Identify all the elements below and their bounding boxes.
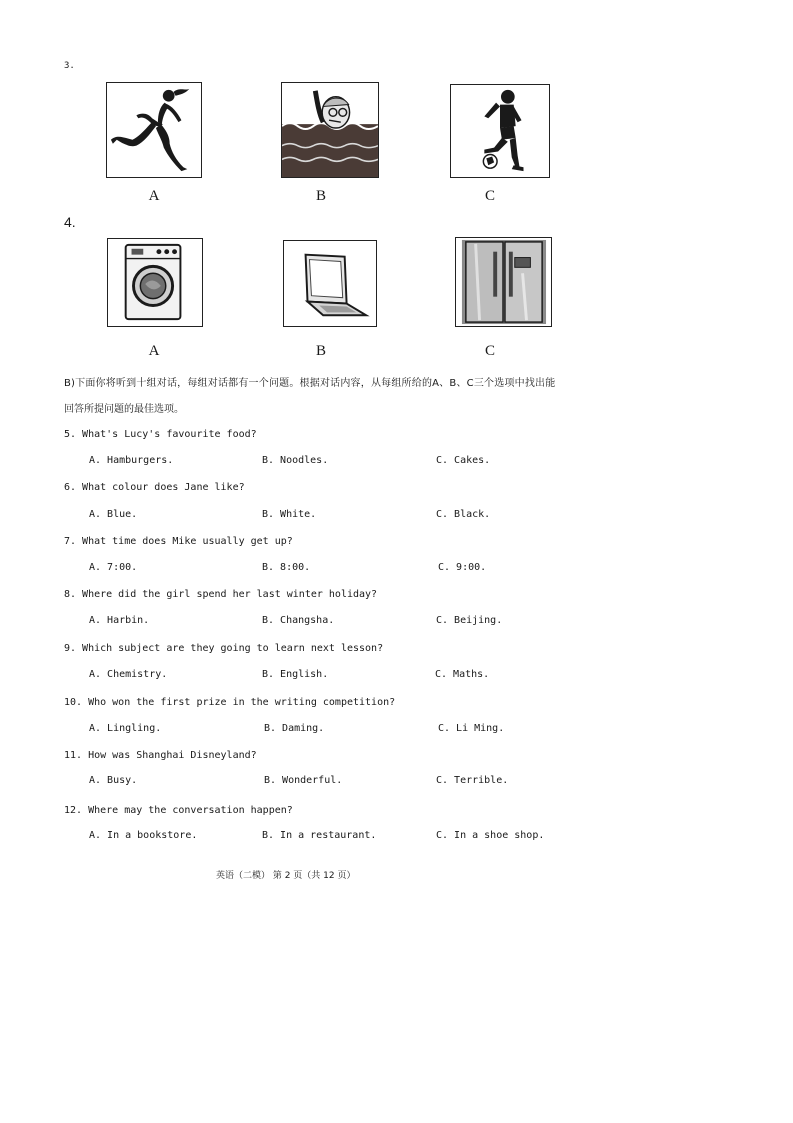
- option-10b: B. Daming.: [264, 723, 325, 734]
- option-3c-label: C: [484, 188, 495, 204]
- swimmer-icon: [281, 82, 379, 178]
- option-10a: A. Lingling.: [89, 723, 162, 734]
- option-8b: B. Changsha.: [262, 615, 335, 626]
- question-7: 7. What time does Mike usually get up?: [64, 536, 293, 547]
- question-8: 8. Where did the girl spend her last winter holiday?: [64, 589, 378, 600]
- option-6c: C. Black.: [436, 509, 491, 520]
- question-5: 5. What's Lucy's favourite food?: [64, 429, 257, 440]
- option-9c: C. Maths.: [435, 669, 490, 680]
- option-3a-label: A: [148, 188, 160, 204]
- option-12c: C. In a shoe shop.: [436, 830, 545, 841]
- option-4c-label: C: [484, 343, 495, 359]
- question-12: 12. Where may the conversation happen?: [64, 805, 293, 816]
- question-10: 10. Who won the first prize in the writing competition?: [64, 697, 396, 708]
- question-4-number: 4.: [64, 214, 76, 230]
- question-3-number: 3.: [64, 61, 75, 71]
- option-3b-label: B: [315, 188, 326, 204]
- option-7c: C. 9:00.: [438, 562, 487, 573]
- option-5c: C. Cakes.: [436, 455, 491, 466]
- option-11b: B. Wonderful.: [264, 775, 343, 786]
- option-10c: C. Li Ming.: [438, 723, 505, 734]
- football-player-icon: [450, 84, 550, 178]
- option-9a: A. Chemistry.: [89, 669, 168, 680]
- question-9: 9. Which subject are they going to learn next lesson?: [64, 643, 384, 654]
- option-6b: B. White.: [262, 509, 317, 520]
- option-11c: C. Terrible.: [436, 775, 509, 786]
- page-footer: 英语（二模） 第 2 页（共 12 页）: [216, 871, 356, 881]
- option-7a: A. 7:00.: [89, 562, 138, 573]
- question-11: 11. How was Shanghai Disneyland?: [64, 750, 257, 761]
- washing-machine-icon: [107, 238, 203, 327]
- option-7b: B. 8:00.: [262, 562, 311, 573]
- option-9b: B. English.: [262, 669, 329, 680]
- option-5b: B. Noodles.: [262, 455, 329, 466]
- question-6: 6. What colour does Jane like?: [64, 482, 245, 493]
- option-5a: A. Hamburgers.: [89, 455, 174, 466]
- option-11a: A. Busy.: [89, 775, 138, 786]
- option-12a: A. In a bookstore.: [89, 830, 198, 841]
- option-6a: A. Blue.: [89, 509, 138, 520]
- option-8a: A. Harbin.: [89, 615, 150, 626]
- section-b-instructions-cont: 回答所提问题的最佳选项。: [64, 404, 184, 415]
- option-12b: B. In a restaurant.: [262, 830, 377, 841]
- laptop-icon: [283, 240, 377, 327]
- section-b-instructions: B)下面你将听到十组对话，每组对话都有一个问题。根据对话内容，从每组所给的A、B、C三个选项中找出能: [64, 378, 556, 389]
- runner-icon: [106, 82, 202, 178]
- refrigerator-icon: [455, 237, 552, 327]
- option-4b-label: B: [315, 343, 326, 359]
- option-4a-label: A: [148, 343, 160, 359]
- option-8c: C. Beijing.: [436, 615, 503, 626]
